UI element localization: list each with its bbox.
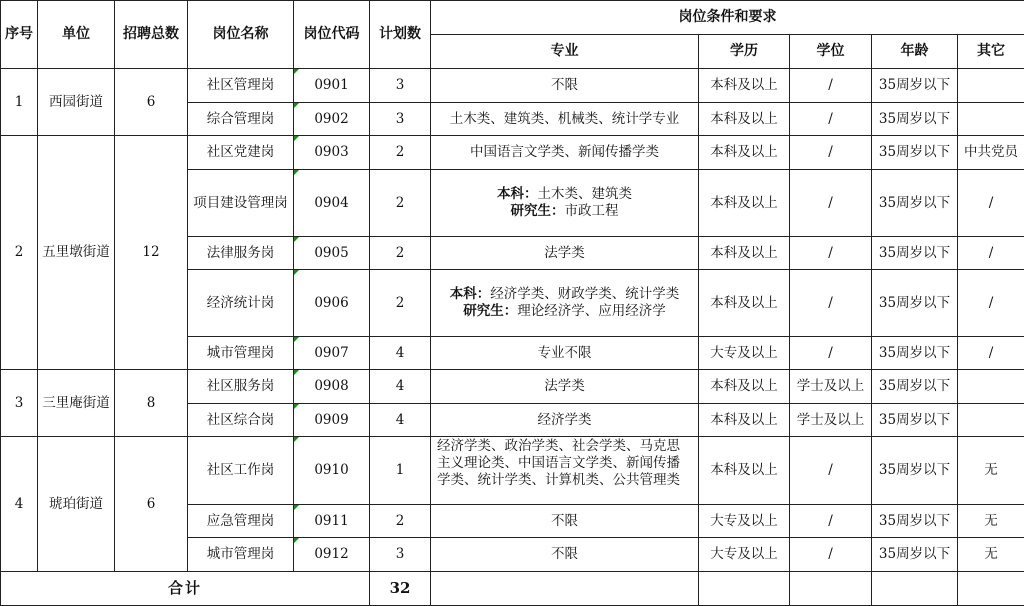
plan-cell: 4 bbox=[370, 404, 431, 437]
plan-cell: 2 bbox=[370, 136, 431, 170]
code-cell: 0911 bbox=[294, 505, 370, 538]
header-seq: 序号 bbox=[1, 1, 38, 69]
degree-cell: / bbox=[790, 170, 872, 237]
post-cell: 项目建设管理岗 bbox=[188, 170, 294, 237]
other-cell: 中共党员 bbox=[958, 136, 1024, 170]
degree-cell: / bbox=[790, 237, 872, 270]
total-label: 合计 bbox=[1, 572, 370, 606]
post-cell: 社区服务岗 bbox=[188, 370, 294, 404]
header-degree: 学位 bbox=[790, 35, 872, 69]
post-cell: 社区工作岗 bbox=[188, 437, 294, 505]
total-cell: 8 bbox=[115, 370, 188, 437]
header-conditions: 岗位条件和要求 bbox=[431, 1, 1024, 35]
seq-cell: 3 bbox=[1, 370, 38, 437]
edu-cell: 本科及以上 bbox=[699, 170, 790, 237]
edu-cell: 本科及以上 bbox=[699, 103, 790, 136]
table-row bbox=[1, 69, 1024, 103]
post-cell: 城市管理岗 bbox=[188, 538, 294, 572]
code-cell: 0912 bbox=[294, 538, 370, 572]
code-cell: 0907 bbox=[294, 337, 370, 370]
header-post-code: 岗位代码 bbox=[294, 1, 370, 69]
major-label-undergrad: 本科： bbox=[450, 286, 491, 302]
total-row bbox=[1, 572, 1024, 606]
plan-cell: 2 bbox=[370, 270, 431, 337]
code-cell: 0901 bbox=[294, 69, 370, 103]
code-cell: 0909 bbox=[294, 404, 370, 437]
header-major: 专业 bbox=[431, 35, 699, 69]
post-cell: 法律服务岗 bbox=[188, 237, 294, 270]
edu-cell: 本科及以上 bbox=[699, 237, 790, 270]
empty-cell bbox=[431, 572, 699, 606]
edu-cell: 大专及以上 bbox=[699, 538, 790, 572]
plan-cell: 1 bbox=[370, 437, 431, 505]
code-cell: 0904 bbox=[294, 170, 370, 237]
other-cell: 无 bbox=[958, 437, 1024, 505]
age-cell: 35周岁以下 bbox=[872, 136, 958, 170]
major-cell: 经济学类 bbox=[431, 404, 699, 437]
empty-cell bbox=[699, 572, 790, 606]
major-line-undergrad bbox=[433, 286, 696, 303]
major-text-undergrad: 经济学类、财政学类、统计学类 bbox=[490, 286, 679, 302]
total-cell: 6 bbox=[115, 437, 188, 572]
degree-cell: / bbox=[790, 103, 872, 136]
code-cell: 0905 bbox=[294, 237, 370, 270]
header-plan: 计划数 bbox=[370, 1, 431, 69]
age-cell: 35周岁以下 bbox=[872, 69, 958, 103]
age-cell: 35周岁以下 bbox=[872, 237, 958, 270]
seq-cell: 1 bbox=[1, 69, 38, 136]
code-cell: 0902 bbox=[294, 103, 370, 136]
major-line-graduate bbox=[433, 203, 696, 220]
major-label-graduate: 研究生： bbox=[463, 303, 517, 319]
total-cell: 6 bbox=[115, 69, 188, 136]
degree-cell: / bbox=[790, 337, 872, 370]
major-cell: 法学类 bbox=[431, 237, 699, 270]
edu-cell: 本科及以上 bbox=[699, 437, 790, 505]
degree-cell: / bbox=[790, 505, 872, 538]
plan-cell: 4 bbox=[370, 337, 431, 370]
major-cell bbox=[431, 170, 699, 237]
code-cell: 0903 bbox=[294, 136, 370, 170]
unit-cell: 琥珀街道 bbox=[38, 437, 115, 572]
degree-cell: / bbox=[790, 270, 872, 337]
header-age: 年龄 bbox=[872, 35, 958, 69]
age-cell: 35周岁以下 bbox=[872, 505, 958, 538]
header-unit: 单位 bbox=[38, 1, 115, 69]
major-cell: 专业不限 bbox=[431, 337, 699, 370]
degree-cell: 学士及以上 bbox=[790, 404, 872, 437]
major-cell: 不限 bbox=[431, 538, 699, 572]
post-cell: 城市管理岗 bbox=[188, 337, 294, 370]
post-cell: 社区综合岗 bbox=[188, 404, 294, 437]
major-cell bbox=[431, 437, 699, 505]
major-label-undergrad: 本科： bbox=[497, 186, 538, 202]
unit-cell: 五里墩街道 bbox=[38, 136, 115, 370]
edu-cell: 大专及以上 bbox=[699, 337, 790, 370]
age-cell: 35周岁以下 bbox=[872, 404, 958, 437]
post-cell: 社区党建岗 bbox=[188, 136, 294, 170]
other-cell: 无 bbox=[958, 505, 1024, 538]
post-cell: 应急管理岗 bbox=[188, 505, 294, 538]
major-cell: 土木类、建筑类、机械类、统计学专业 bbox=[431, 103, 699, 136]
other-cell: / bbox=[958, 270, 1024, 337]
code-cell: 0908 bbox=[294, 370, 370, 404]
major-line-undergrad bbox=[433, 186, 696, 203]
code-cell: 0906 bbox=[294, 270, 370, 337]
other-cell: / bbox=[958, 237, 1024, 270]
plan-cell: 4 bbox=[370, 370, 431, 404]
unit-cell: 三里庵街道 bbox=[38, 370, 115, 437]
degree-cell: / bbox=[790, 437, 872, 505]
edu-cell: 大专及以上 bbox=[699, 505, 790, 538]
age-cell: 35周岁以下 bbox=[872, 103, 958, 136]
table-row bbox=[1, 437, 1024, 505]
age-cell: 35周岁以下 bbox=[872, 370, 958, 404]
post-cell: 经济统计岗 bbox=[188, 270, 294, 337]
seq-cell: 2 bbox=[1, 136, 38, 370]
edu-cell: 本科及以上 bbox=[699, 136, 790, 170]
header-post-name: 岗位名称 bbox=[188, 1, 294, 69]
plan-cell: 2 bbox=[370, 170, 431, 237]
table-row bbox=[1, 370, 1024, 404]
major-text-undergrad: 土木类、建筑类 bbox=[538, 186, 633, 202]
unit-cell: 西园街道 bbox=[38, 69, 115, 136]
degree-cell: / bbox=[790, 69, 872, 103]
code-cell: 0910 bbox=[294, 437, 370, 505]
major-line-graduate bbox=[433, 303, 696, 320]
edu-cell: 本科及以上 bbox=[699, 404, 790, 437]
other-cell: / bbox=[958, 170, 1024, 237]
edu-cell: 本科及以上 bbox=[699, 370, 790, 404]
degree-cell: 学士及以上 bbox=[790, 370, 872, 404]
major-label-graduate: 研究生： bbox=[511, 203, 565, 219]
empty-cell bbox=[872, 572, 958, 606]
header-other: 其它 bbox=[958, 35, 1024, 69]
major-text: 经济学类、政治学类、社会学类、马克思主义理论类、中国语言文学类、新闻传播学类、统计学类、计算机类、公共管理类 bbox=[437, 438, 692, 504]
empty-cell bbox=[958, 572, 1024, 606]
age-cell: 35周岁以下 bbox=[872, 437, 958, 505]
age-cell: 35周岁以下 bbox=[872, 170, 958, 237]
post-cell: 综合管理岗 bbox=[188, 103, 294, 136]
plan-cell: 3 bbox=[370, 103, 431, 136]
post-cell: 社区管理岗 bbox=[188, 69, 294, 103]
major-cell: 法学类 bbox=[431, 370, 699, 404]
degree-cell: / bbox=[790, 136, 872, 170]
plan-cell: 2 bbox=[370, 505, 431, 538]
other-cell bbox=[958, 404, 1024, 437]
major-cell: 中国语言文学类、新闻传播学类 bbox=[431, 136, 699, 170]
edu-cell: 本科及以上 bbox=[699, 69, 790, 103]
header-total-hire: 招聘总数 bbox=[115, 1, 188, 69]
major-cell: 不限 bbox=[431, 69, 699, 103]
total-cell: 12 bbox=[115, 136, 188, 370]
plan-cell: 2 bbox=[370, 237, 431, 270]
age-cell: 35周岁以下 bbox=[872, 337, 958, 370]
header-education: 学历 bbox=[699, 35, 790, 69]
total-plan: 32 bbox=[370, 572, 431, 606]
age-cell: 35周岁以下 bbox=[872, 270, 958, 337]
plan-cell: 3 bbox=[370, 538, 431, 572]
seq-cell: 4 bbox=[1, 437, 38, 572]
other-cell bbox=[958, 69, 1024, 103]
table-row bbox=[1, 136, 1024, 170]
major-cell: 不限 bbox=[431, 505, 699, 538]
empty-cell bbox=[790, 572, 872, 606]
degree-cell: / bbox=[790, 538, 872, 572]
other-cell: 无 bbox=[958, 538, 1024, 572]
other-cell bbox=[958, 370, 1024, 404]
plan-cell: 3 bbox=[370, 69, 431, 103]
age-cell: 35周岁以下 bbox=[872, 538, 958, 572]
other-cell: / bbox=[958, 337, 1024, 370]
major-text-graduate: 市政工程 bbox=[565, 203, 619, 219]
major-cell bbox=[431, 270, 699, 337]
major-text-graduate: 理论经济学、应用经济学 bbox=[517, 303, 666, 319]
edu-cell: 本科及以上 bbox=[699, 270, 790, 337]
other-cell bbox=[958, 103, 1024, 136]
